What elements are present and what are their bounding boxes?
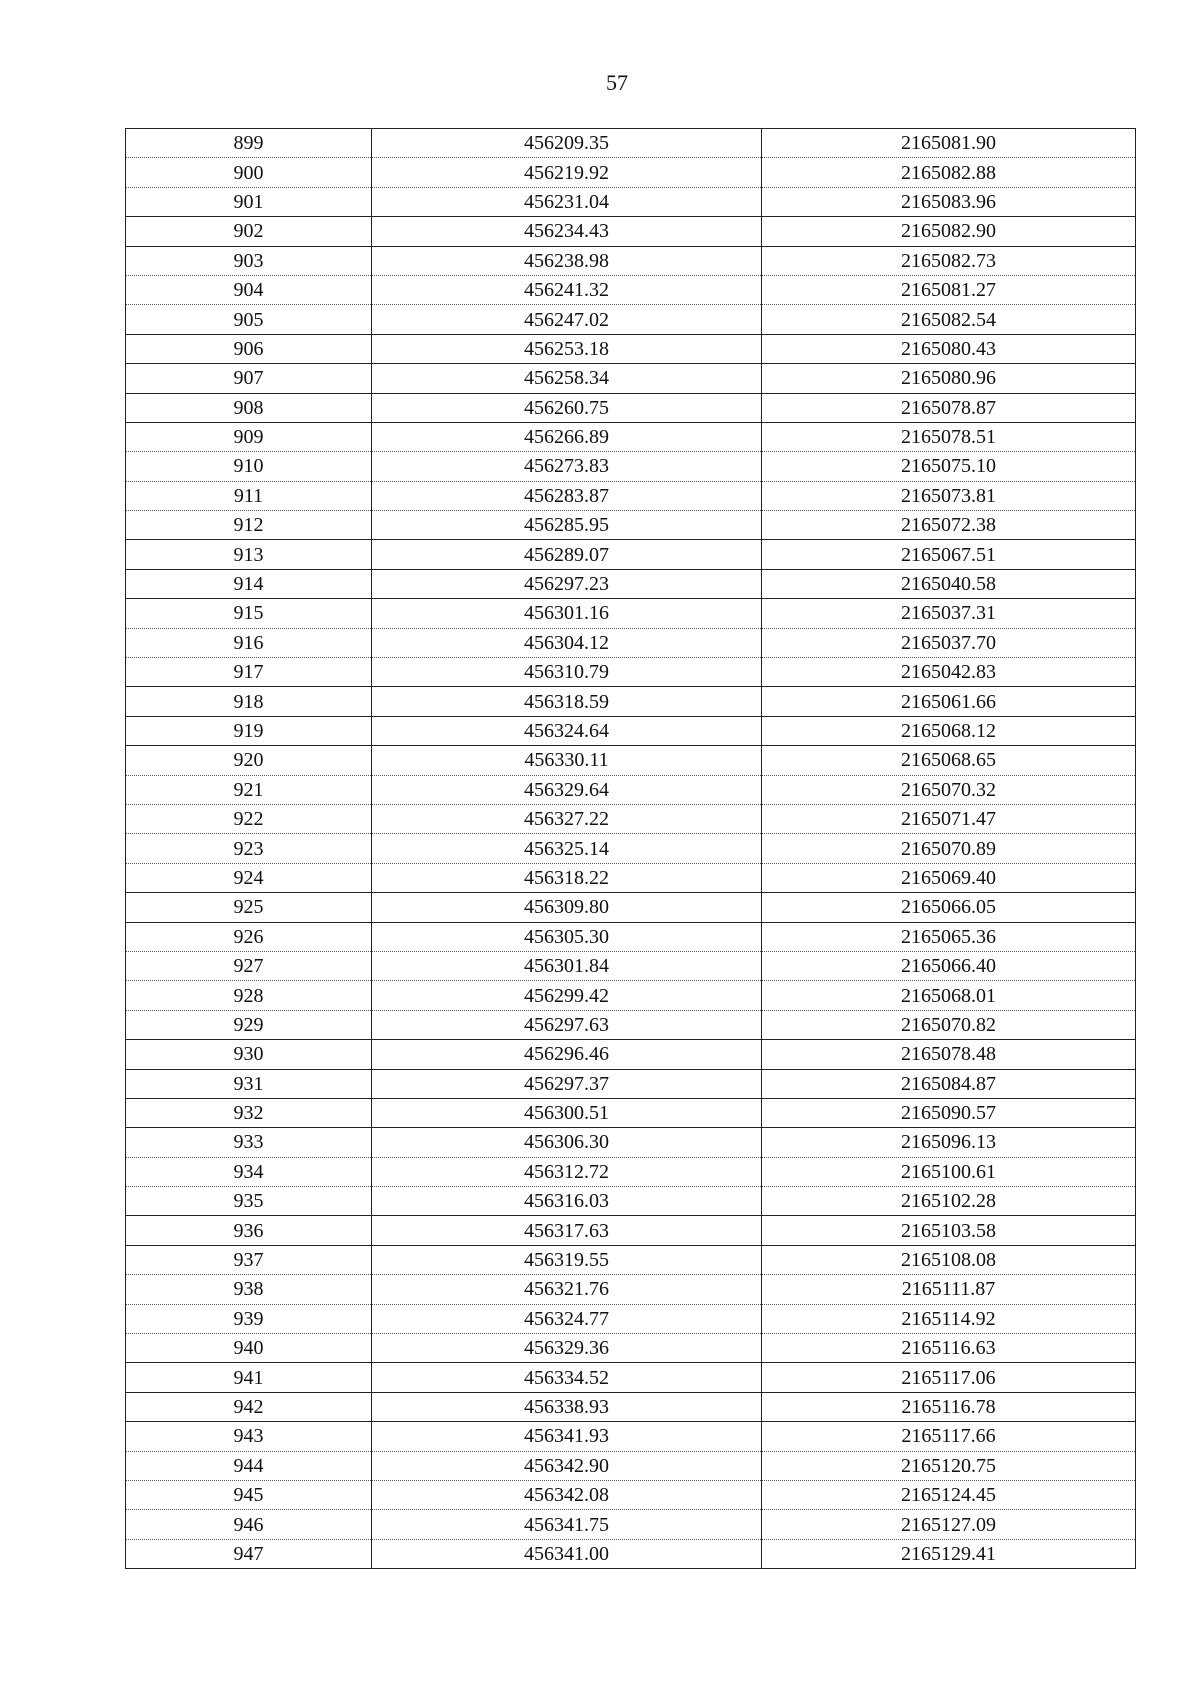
x-coordinate-cell: 456325.14 [372, 834, 762, 863]
y-coordinate-cell: 2165120.75 [762, 1451, 1136, 1480]
page-number: 57 [606, 70, 628, 95]
x-coordinate-cell: 456289.07 [372, 540, 762, 569]
x-coordinate-cell: 456341.00 [372, 1539, 762, 1568]
table-row [126, 1334, 1136, 1363]
table-row [126, 1010, 1136, 1039]
y-coordinate-cell: 2165068.65 [762, 746, 1136, 775]
point-number-cell: 914 [126, 569, 372, 598]
table-row [126, 1245, 1136, 1274]
table-row [126, 129, 1136, 158]
point-number-cell: 915 [126, 599, 372, 628]
y-coordinate-cell: 2165073.81 [762, 481, 1136, 510]
y-coordinate-cell: 2165103.58 [762, 1216, 1136, 1245]
table-row [126, 1069, 1136, 1098]
point-number-cell: 916 [126, 628, 372, 657]
point-number-cell: 899 [126, 129, 372, 158]
point-number-cell: 919 [126, 716, 372, 745]
table-row [126, 1304, 1136, 1333]
table-row [126, 1157, 1136, 1186]
table-row [126, 981, 1136, 1010]
point-number-cell: 913 [126, 540, 372, 569]
y-coordinate-cell: 2165042.83 [762, 658, 1136, 687]
point-number-cell: 926 [126, 922, 372, 951]
table-row [126, 334, 1136, 363]
y-coordinate-cell: 2165114.92 [762, 1304, 1136, 1333]
table-row [126, 158, 1136, 187]
point-number-cell: 936 [126, 1216, 372, 1245]
point-number-cell: 912 [126, 511, 372, 540]
point-number-cell: 920 [126, 746, 372, 775]
table-row [126, 569, 1136, 598]
point-number-cell: 908 [126, 393, 372, 422]
y-coordinate-cell: 2165037.70 [762, 628, 1136, 657]
table-row [126, 511, 1136, 540]
x-coordinate-cell: 456318.59 [372, 687, 762, 716]
table-row [126, 893, 1136, 922]
table-row [126, 1128, 1136, 1157]
x-coordinate-cell: 456297.37 [372, 1069, 762, 1098]
y-coordinate-cell: 2165080.43 [762, 334, 1136, 363]
x-coordinate-cell: 456338.93 [372, 1392, 762, 1421]
point-number-cell: 924 [126, 863, 372, 892]
y-coordinate-cell: 2165081.90 [762, 129, 1136, 158]
point-number-cell: 941 [126, 1363, 372, 1392]
y-coordinate-cell: 2165102.28 [762, 1187, 1136, 1216]
y-coordinate-cell: 2165068.12 [762, 716, 1136, 745]
x-coordinate-cell: 456321.76 [372, 1275, 762, 1304]
point-number-cell: 934 [126, 1157, 372, 1186]
x-coordinate-cell: 456301.84 [372, 951, 762, 980]
point-number-cell: 904 [126, 275, 372, 304]
x-coordinate-cell: 456238.98 [372, 246, 762, 275]
y-coordinate-cell: 2165096.13 [762, 1128, 1136, 1157]
y-coordinate-cell: 2165081.27 [762, 275, 1136, 304]
point-number-cell: 942 [126, 1392, 372, 1421]
table-row [126, 481, 1136, 510]
point-number-cell: 943 [126, 1422, 372, 1451]
table-row [126, 422, 1136, 451]
x-coordinate-cell: 456297.23 [372, 569, 762, 598]
y-coordinate-cell: 2165100.61 [762, 1157, 1136, 1186]
table-row [126, 540, 1136, 569]
x-coordinate-cell: 456324.77 [372, 1304, 762, 1333]
point-number-cell: 911 [126, 481, 372, 510]
x-coordinate-cell: 456285.95 [372, 511, 762, 540]
point-number-cell: 930 [126, 1040, 372, 1069]
table-row [126, 1451, 1136, 1480]
y-coordinate-cell: 2165075.10 [762, 452, 1136, 481]
point-number-cell: 932 [126, 1098, 372, 1127]
y-coordinate-cell: 2165065.36 [762, 922, 1136, 951]
x-coordinate-cell: 456309.80 [372, 893, 762, 922]
y-coordinate-cell: 2165082.88 [762, 158, 1136, 187]
x-coordinate-cell: 456317.63 [372, 1216, 762, 1245]
point-number-cell: 903 [126, 246, 372, 275]
y-coordinate-cell: 2165084.87 [762, 1069, 1136, 1098]
table-row [126, 1510, 1136, 1539]
y-coordinate-cell: 2165068.01 [762, 981, 1136, 1010]
x-coordinate-cell: 456273.83 [372, 452, 762, 481]
table-row [126, 687, 1136, 716]
y-coordinate-cell: 2165117.66 [762, 1422, 1136, 1451]
x-coordinate-cell: 456312.72 [372, 1157, 762, 1186]
table-row [126, 1275, 1136, 1304]
y-coordinate-cell: 2165071.47 [762, 804, 1136, 833]
point-number-cell: 900 [126, 158, 372, 187]
y-coordinate-cell: 2165082.54 [762, 305, 1136, 334]
x-coordinate-cell: 456319.55 [372, 1245, 762, 1274]
table-row [126, 1040, 1136, 1069]
coordinates-table-body [126, 129, 1136, 1569]
y-coordinate-cell: 2165040.58 [762, 569, 1136, 598]
y-coordinate-cell: 2165127.09 [762, 1510, 1136, 1539]
point-number-cell: 921 [126, 775, 372, 804]
table-row [126, 452, 1136, 481]
x-coordinate-cell: 456299.42 [372, 981, 762, 1010]
x-coordinate-cell: 456266.89 [372, 422, 762, 451]
x-coordinate-cell: 456241.32 [372, 275, 762, 304]
y-coordinate-cell: 2165124.45 [762, 1480, 1136, 1509]
point-number-cell: 944 [126, 1451, 372, 1480]
x-coordinate-cell: 456247.02 [372, 305, 762, 334]
point-number-cell: 901 [126, 187, 372, 216]
point-number-cell: 905 [126, 305, 372, 334]
table-row [126, 804, 1136, 833]
x-coordinate-cell: 456301.16 [372, 599, 762, 628]
table-row [126, 1216, 1136, 1245]
x-coordinate-cell: 456341.75 [372, 1510, 762, 1539]
y-coordinate-cell: 2165070.82 [762, 1010, 1136, 1039]
x-coordinate-cell: 456342.08 [372, 1480, 762, 1509]
x-coordinate-cell: 456342.90 [372, 1451, 762, 1480]
x-coordinate-cell: 456334.52 [372, 1363, 762, 1392]
point-number-cell: 929 [126, 1010, 372, 1039]
x-coordinate-cell: 456283.87 [372, 481, 762, 510]
point-number-cell: 927 [126, 951, 372, 980]
table-row [126, 775, 1136, 804]
point-number-cell: 947 [126, 1539, 372, 1568]
y-coordinate-cell: 2165069.40 [762, 863, 1136, 892]
x-coordinate-cell: 456329.64 [372, 775, 762, 804]
table-row [126, 187, 1136, 216]
table-row [126, 246, 1136, 275]
y-coordinate-cell: 2165129.41 [762, 1539, 1136, 1568]
table-row [126, 951, 1136, 980]
y-coordinate-cell: 2165082.73 [762, 246, 1136, 275]
x-coordinate-cell: 456310.79 [372, 658, 762, 687]
table-row [126, 716, 1136, 745]
y-coordinate-cell: 2165083.96 [762, 187, 1136, 216]
coordinates-table [125, 128, 1136, 1569]
point-number-cell: 922 [126, 804, 372, 833]
y-coordinate-cell: 2165072.38 [762, 511, 1136, 540]
table-row [126, 1422, 1136, 1451]
table-row [126, 628, 1136, 657]
x-coordinate-cell: 456258.34 [372, 364, 762, 393]
point-number-cell: 923 [126, 834, 372, 863]
x-coordinate-cell: 456330.11 [372, 746, 762, 775]
x-coordinate-cell: 456234.43 [372, 217, 762, 246]
x-coordinate-cell: 456318.22 [372, 863, 762, 892]
y-coordinate-cell: 2165070.89 [762, 834, 1136, 863]
y-coordinate-cell: 2165078.51 [762, 422, 1136, 451]
x-coordinate-cell: 456316.03 [372, 1187, 762, 1216]
x-coordinate-cell: 456324.64 [372, 716, 762, 745]
table-row [126, 599, 1136, 628]
point-number-cell: 925 [126, 893, 372, 922]
y-coordinate-cell: 2165090.57 [762, 1098, 1136, 1127]
point-number-cell: 909 [126, 422, 372, 451]
x-coordinate-cell: 456305.30 [372, 922, 762, 951]
y-coordinate-cell: 2165116.63 [762, 1334, 1136, 1363]
table-row [126, 658, 1136, 687]
table-row [126, 1539, 1136, 1568]
y-coordinate-cell: 2165078.48 [762, 1040, 1136, 1069]
table-row [126, 1363, 1136, 1392]
y-coordinate-cell: 2165078.87 [762, 393, 1136, 422]
y-coordinate-cell: 2165111.87 [762, 1275, 1136, 1304]
y-coordinate-cell: 2165067.51 [762, 540, 1136, 569]
point-number-cell: 928 [126, 981, 372, 1010]
point-number-cell: 902 [126, 217, 372, 246]
point-number-cell: 937 [126, 1245, 372, 1274]
table-row [126, 863, 1136, 892]
table-row [126, 1098, 1136, 1127]
table-row [126, 305, 1136, 334]
y-coordinate-cell: 2165108.08 [762, 1245, 1136, 1274]
x-coordinate-cell: 456231.04 [372, 187, 762, 216]
point-number-cell: 933 [126, 1128, 372, 1157]
table-row [126, 1480, 1136, 1509]
point-number-cell: 946 [126, 1510, 372, 1539]
table-row [126, 834, 1136, 863]
table-row [126, 364, 1136, 393]
y-coordinate-cell: 2165066.40 [762, 951, 1136, 980]
y-coordinate-cell: 2165037.31 [762, 599, 1136, 628]
y-coordinate-cell: 2165066.05 [762, 893, 1136, 922]
x-coordinate-cell: 456300.51 [372, 1098, 762, 1127]
point-number-cell: 939 [126, 1304, 372, 1333]
point-number-cell: 917 [126, 658, 372, 687]
table-row [126, 746, 1136, 775]
point-number-cell: 931 [126, 1069, 372, 1098]
table-row [126, 1187, 1136, 1216]
y-coordinate-cell: 2165082.90 [762, 217, 1136, 246]
x-coordinate-cell: 456209.35 [372, 129, 762, 158]
point-number-cell: 935 [126, 1187, 372, 1216]
table-row [126, 922, 1136, 951]
x-coordinate-cell: 456304.12 [372, 628, 762, 657]
point-number-cell: 938 [126, 1275, 372, 1304]
y-coordinate-cell: 2165070.32 [762, 775, 1136, 804]
point-number-cell: 940 [126, 1334, 372, 1363]
table-row [126, 1392, 1136, 1421]
point-number-cell: 906 [126, 334, 372, 363]
x-coordinate-cell: 456253.18 [372, 334, 762, 363]
y-coordinate-cell: 2165061.66 [762, 687, 1136, 716]
table-row [126, 217, 1136, 246]
x-coordinate-cell: 456219.92 [372, 158, 762, 187]
y-coordinate-cell: 2165080.96 [762, 364, 1136, 393]
y-coordinate-cell: 2165117.06 [762, 1363, 1136, 1392]
y-coordinate-cell: 2165116.78 [762, 1392, 1136, 1421]
x-coordinate-cell: 456260.75 [372, 393, 762, 422]
x-coordinate-cell: 456297.63 [372, 1010, 762, 1039]
point-number-cell: 918 [126, 687, 372, 716]
point-number-cell: 945 [126, 1480, 372, 1509]
table-row [126, 393, 1136, 422]
x-coordinate-cell: 456296.46 [372, 1040, 762, 1069]
point-number-cell: 907 [126, 364, 372, 393]
x-coordinate-cell: 456341.93 [372, 1422, 762, 1451]
x-coordinate-cell: 456327.22 [372, 804, 762, 833]
x-coordinate-cell: 456306.30 [372, 1128, 762, 1157]
table-row [126, 275, 1136, 304]
point-number-cell: 910 [126, 452, 372, 481]
x-coordinate-cell: 456329.36 [372, 1334, 762, 1363]
